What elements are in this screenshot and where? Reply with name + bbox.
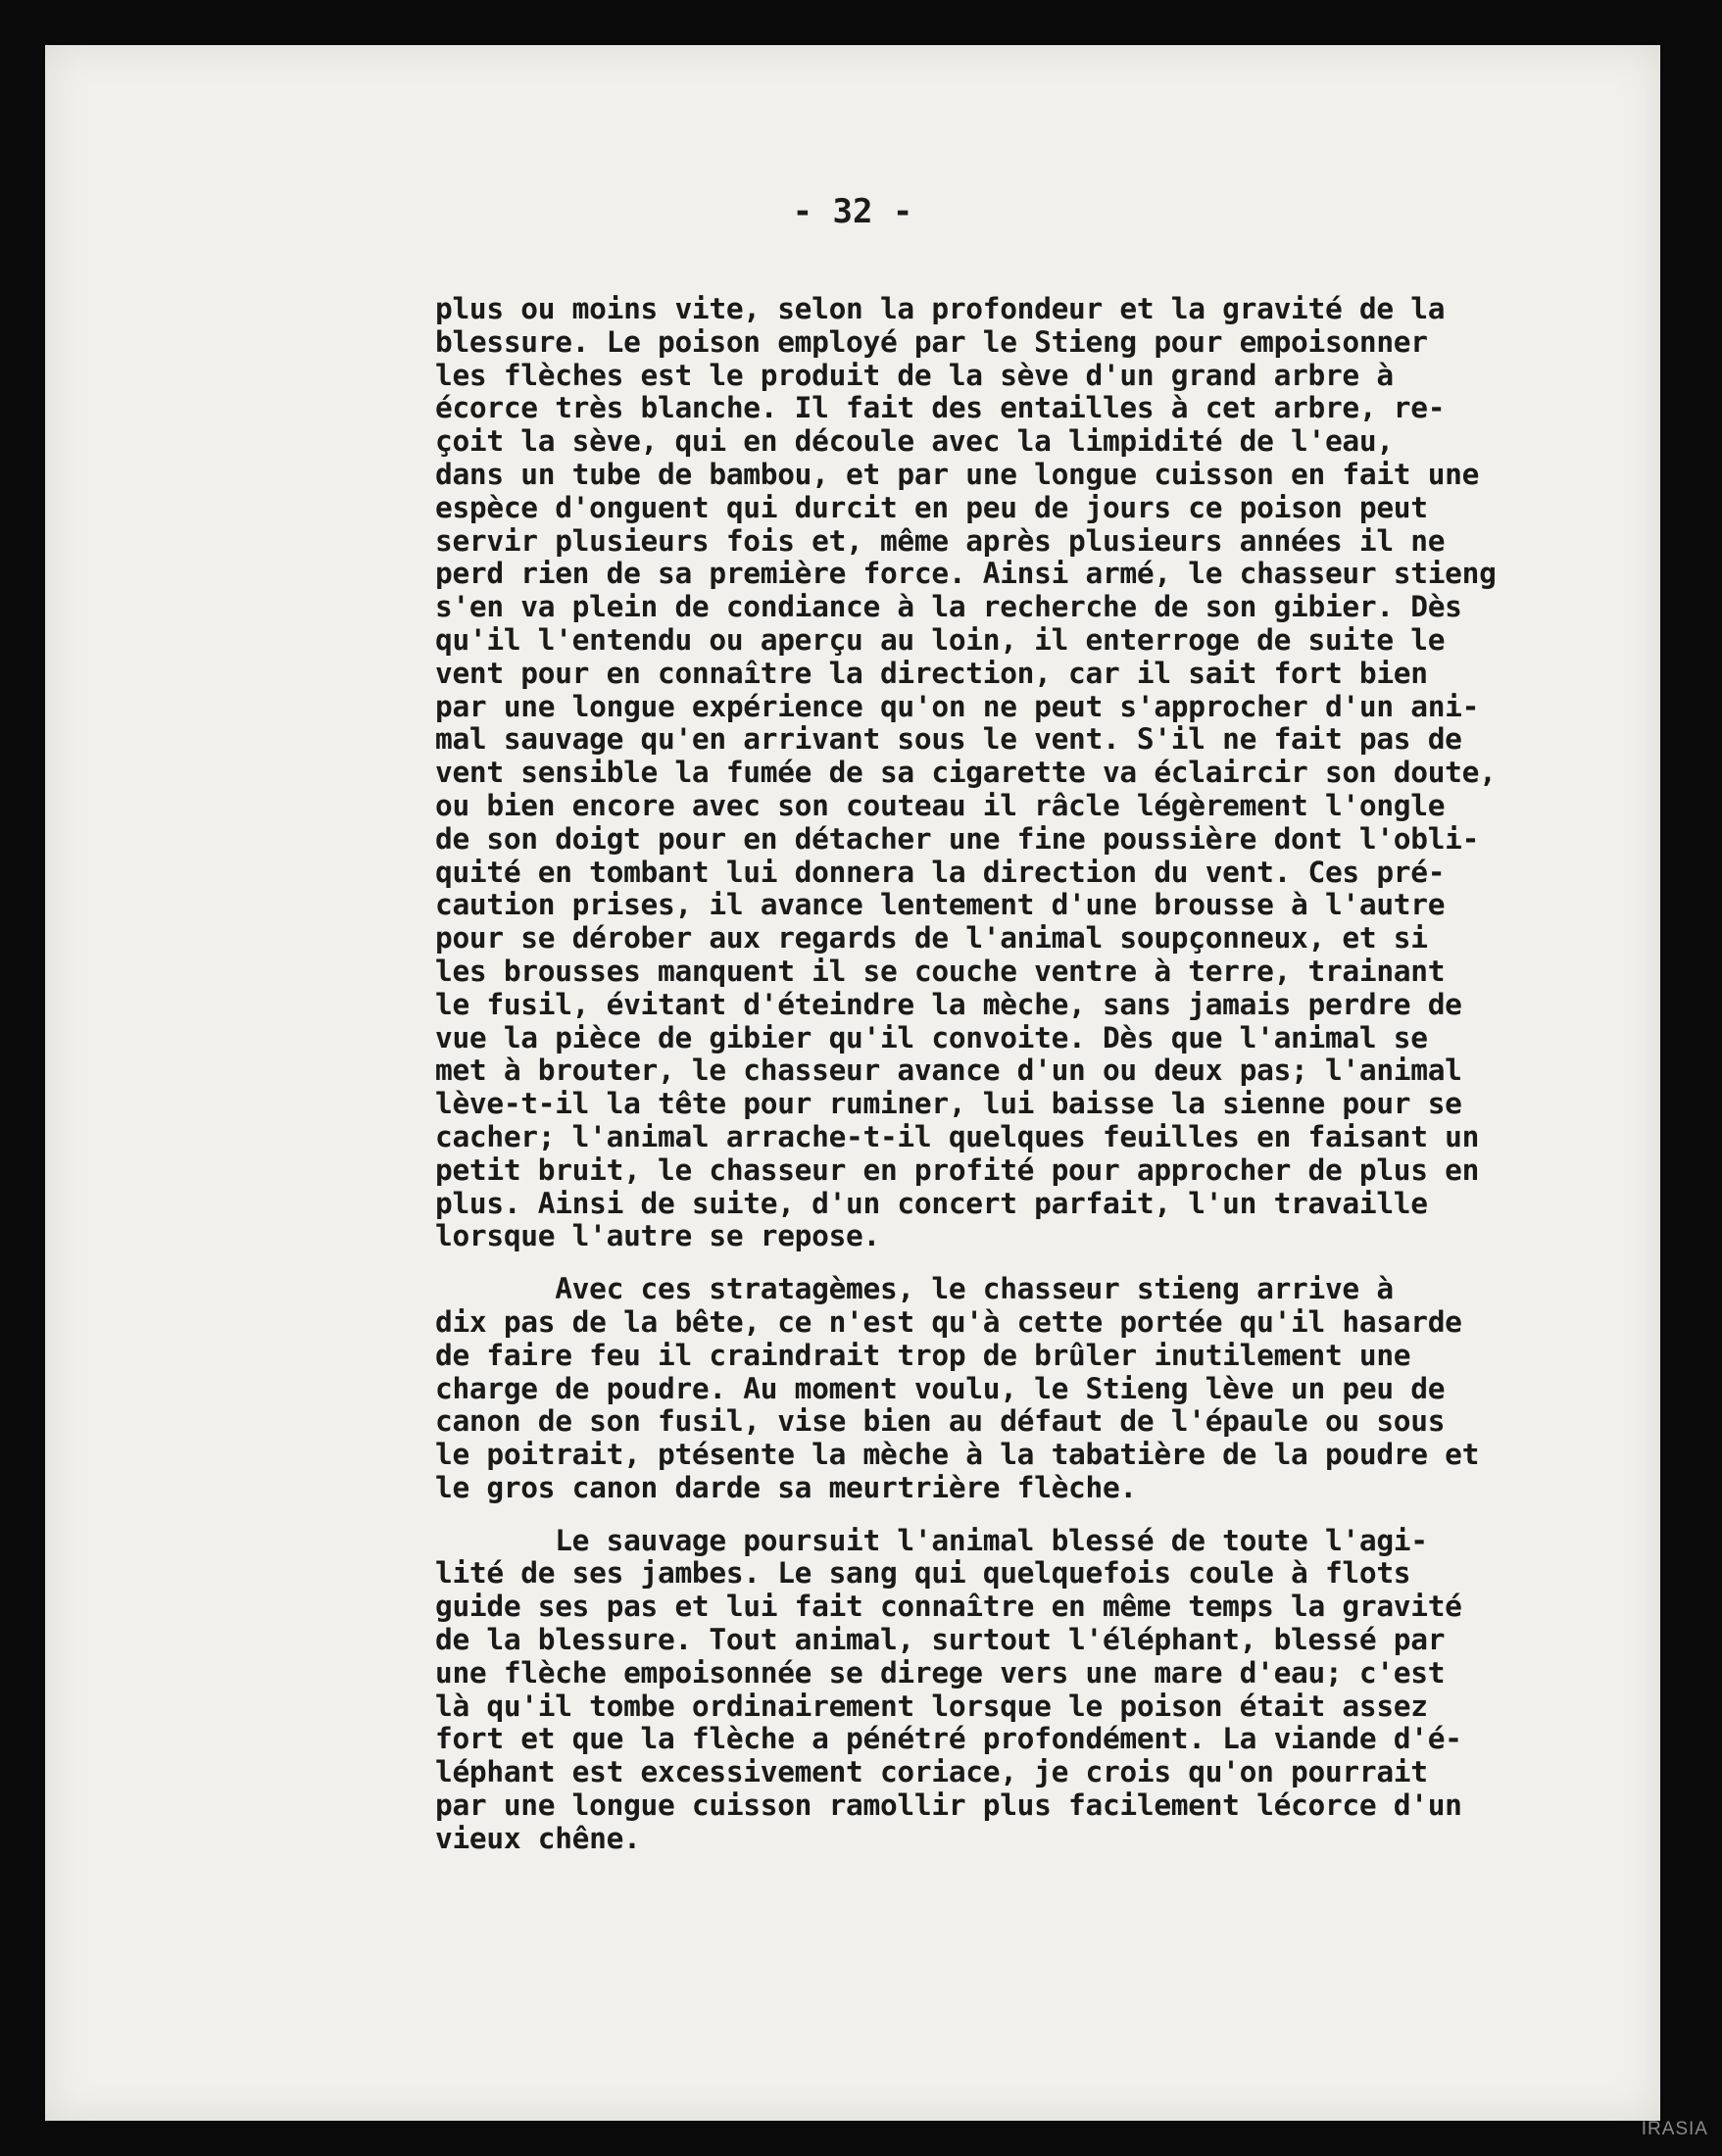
- text-line: blessure. Le poison employé par le Stieng pour empoisonner: [435, 324, 1428, 359]
- text-line: le fusil, évitant d'éteindre la mèche, sans jamais perdre de: [435, 987, 1462, 1021]
- text-line: petit bruit, le chasseur en profité pour approcher de plus en: [435, 1152, 1480, 1187]
- text-line: plus. Ainsi de suite, d'un concert parfait, l'un travaille: [435, 1186, 1428, 1220]
- text-line: léphant est excessivement coriace, je crois qu'on pourrait: [435, 1755, 1428, 1789]
- text-line: qu'il l'entendu ou aperçu au loin, il enterroge de suite le: [435, 622, 1446, 657]
- text-line: Avec ces stratagèmes, le chasseur stieng arrive à: [435, 1272, 1394, 1306]
- text-line: çoit la sève, qui en découle avec la limpidité de l'eau,: [435, 424, 1394, 459]
- text-line: de son doigt pour en détacher une fine poussière dont l'obli-: [435, 821, 1480, 856]
- text-line: perd rien de sa première force. Ainsi armé, le chasseur stieng: [435, 557, 1497, 591]
- text-line: de la blessure. Tout animal, surtout l'éléphant, blessé par: [435, 1623, 1446, 1657]
- text-line: s'en va plein de condiance à la recherche de son gibier. Dès: [435, 590, 1462, 624]
- typewritten-sheet: [45, 45, 1660, 2121]
- text-line: une flèche empoisonnée se direge vers une mare d'eau; c'est: [435, 1655, 1446, 1690]
- text-line: dans un tube de bambou, et par une longue cuisson en fait une: [435, 457, 1480, 491]
- text-line: par une longue expérience qu'on ne peut s'approcher d'un ani-: [435, 689, 1480, 723]
- text-line: Le sauvage poursuit l'animal blessé de toute l'agi-: [435, 1523, 1428, 1557]
- text-line: les brousses manquent il se couche ventre à terre, trainant: [435, 954, 1446, 988]
- text-line: lité de ses jambes. Le sang qui quelquefois coule à flots: [435, 1556, 1411, 1591]
- text-line: quité en tombant lui donnera la direction du vent. Ces pré-: [435, 855, 1446, 889]
- text-line: par une longue cuisson ramollir plus facilement lécorce d'un: [435, 1788, 1462, 1823]
- text-line: met à brouter, le chasseur avance d'un ou deux pas; l'animal: [435, 1054, 1462, 1088]
- text-line: plus ou moins vite, selon la profondeur et la gravité de la: [435, 292, 1446, 325]
- body-text: [435, 293, 1660, 1856]
- text-line: pour se dérober aux regards de l'animal soupçonneux, et si: [435, 921, 1428, 956]
- text-line: espèce d'onguent qui durcit en peu de jours ce poison peut: [435, 490, 1428, 524]
- text-line: les flèches est le produit de la sève d'un grand arbre à: [435, 358, 1394, 392]
- text-line: mal sauvage qu'en arrivant sous le vent. S'il ne fait pas de: [435, 722, 1462, 757]
- text-line: cacher; l'animal arrache-t-il quelques feuilles en faisant un: [435, 1119, 1480, 1153]
- watermark: IRASIA: [1641, 2119, 1708, 2139]
- text-line: servir plusieurs fois et, même après plusieurs années il ne: [435, 523, 1446, 558]
- text-line: le poitrait, ptésente la mèche à la tabatière de la poudre et: [435, 1438, 1480, 1472]
- page-number: - 32 -: [792, 192, 913, 231]
- text-line: fort et que la flèche a pénétré profondément. La viande d'é-: [435, 1722, 1462, 1756]
- text-line: vue la pièce de gibier qu'il convoite. Dès que l'animal se: [435, 1020, 1428, 1054]
- text-line: vent pour en connaître la direction, car il sait fort bien: [435, 656, 1428, 690]
- text-line: dix pas de la bête, ce n'est qu'à cette portée qu'il hasarde: [435, 1304, 1462, 1339]
- text-line: lorsque l'autre se repose.: [435, 1219, 880, 1253]
- text-line: vent sensible la fumée de sa cigarette va éclaircir son doute,: [435, 756, 1497, 790]
- text-line: le gros canon darde sa meurtrière flèche.: [435, 1470, 1137, 1504]
- text-line: lève-t-il la tête pour ruminer, lui baisse la sienne pour se: [435, 1087, 1462, 1121]
- text-line: ou bien encore avec son couteau il râcle légèrement l'ongle: [435, 788, 1446, 822]
- text-line: de faire feu il craindrait trop de brûler inutilement une: [435, 1338, 1411, 1372]
- paragraph: [435, 1273, 1660, 1505]
- text-line: canon de son fusil, vise bien au défaut de l'épaule ou sous: [435, 1404, 1446, 1439]
- text-line: charge de poudre. Au moment voulu, le Stieng lève un peu de: [435, 1371, 1446, 1405]
- paragraph: [435, 293, 1660, 1253]
- text-line: guide ses pas et lui fait connaître en même temps la gravité: [435, 1590, 1462, 1624]
- text-line: caution prises, il avance lentement d'une brousse à l'autre: [435, 888, 1446, 922]
- paragraph: [435, 1525, 1660, 1856]
- text-line: vieux chêne.: [435, 1821, 641, 1855]
- text-line: là qu'il tombe ordinairement lorsque le poison était assez: [435, 1689, 1428, 1723]
- text-line: écorce très blanche. Il fait des entailles à cet arbre, re-: [435, 391, 1446, 425]
